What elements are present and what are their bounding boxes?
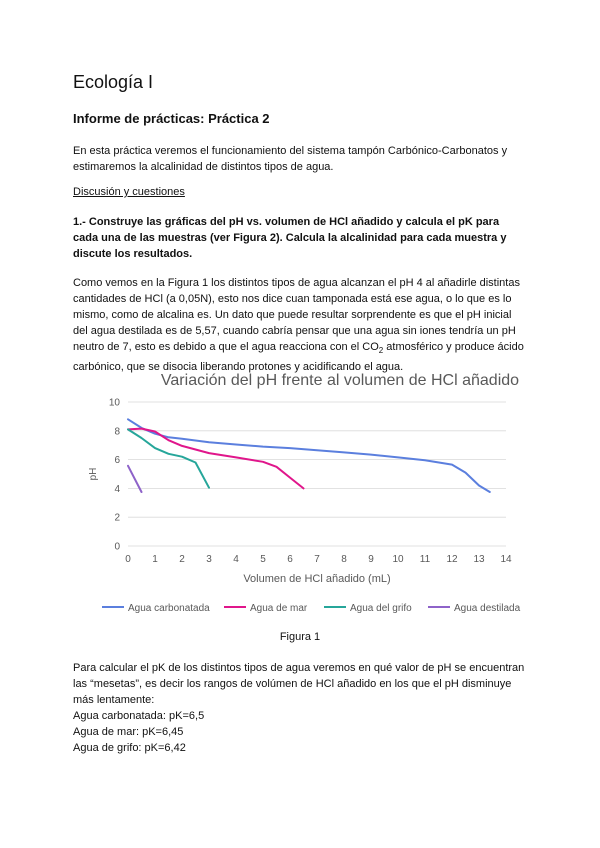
y-tick-label: 0 [114, 541, 120, 553]
intro-line: estimaremos la alcalinidad de distintos tipos de agua. [73, 161, 334, 173]
result-grifo: Agua de grifo: pK=6,42 [73, 742, 186, 754]
discussion-line: cantidades de HCl (a 0,05N), esto nos dice cuan tamponada está ese agua, o lo que es lo [73, 293, 512, 305]
y-tick-label: 4 [114, 483, 120, 495]
document-subtitle: Informe de prácticas: Práctica 2 [73, 111, 270, 126]
pk-paragraph [73, 660, 543, 756]
x-tick-label: 4 [233, 554, 239, 565]
x-tick-label: 13 [473, 554, 485, 565]
y-axis-label: pH [88, 467, 99, 481]
x-axis-label: Volumen de HCl añadido (mL) [243, 573, 391, 585]
x-tick-label: 12 [446, 554, 458, 565]
x-tick-label: 2 [179, 554, 185, 565]
question-line: 1.- Construye las gráficas del pH vs. volumen de HCl añadido y calcula el pK para [73, 216, 500, 228]
series-line [128, 419, 490, 492]
document-title: Ecología I [73, 72, 154, 92]
x-tick-label: 8 [341, 554, 347, 565]
legend-label: Agua del grifo [350, 603, 412, 614]
discussion-line: mismo, como de alcalina es. Un dato que puede resultar sorprendente es que el pH inicial [73, 309, 512, 321]
pk-line: más lentamente: [73, 694, 155, 706]
discussion-line-co2: neutro de 7, esto es debido a que el agua reacciona con el $CO_2$ atmosférico y produce ácido [73, 341, 524, 356]
legend-label: Agua destilada [454, 603, 521, 614]
y-tick-label: 8 [114, 426, 120, 438]
ph-chart [0, 360, 600, 625]
x-tick-label: 9 [368, 554, 374, 565]
pk-line: las “mesetas”, es decir los rangos de volúmen de HCl añadido en los que el pH disminuye [73, 678, 512, 690]
pk-line: Para calcular el pK de los distintos tipos de agua veremos en qué valor de pH se encuentran [73, 662, 525, 674]
discussion-line: carbónico, que se disocia liberando protones y acidificando el agua. [73, 361, 404, 374]
series-line [128, 429, 304, 489]
x-tick-label: 5 [260, 554, 266, 565]
x-tick-label: 3 [206, 554, 212, 565]
result-carbonatada: Agua carbonatada: pK=6,5 [73, 710, 205, 722]
chart-title: Variación del pH frente al volumen de HCl añadido [160, 372, 520, 389]
x-tick-label: 11 [419, 554, 431, 565]
legend-label: Agua de mar [250, 603, 308, 614]
question-line: cada una de las muestras (ver Figura 2). Calcula la alcalinidad para cada muestra y [73, 232, 507, 244]
figure-caption: Figura 1 [279, 631, 321, 643]
discussion-line: Como vemos en la Figura 1 los distintos tipos de agua alcanzan el pH 4 al añadirle distintas [73, 277, 520, 289]
discussion-line: del agua destilada es de 5,57, cuando cabría pensar que una agua sin iones tendría un pH [73, 325, 516, 337]
y-tick-label: 10 [108, 397, 120, 409]
x-tick-label: 14 [500, 554, 512, 565]
question-line: discute los resultados. [73, 248, 193, 260]
x-tick-label: 1 [152, 554, 158, 565]
x-tick-label: 10 [392, 554, 404, 565]
section-heading: Discusión y cuestiones [73, 186, 185, 198]
x-tick-label: 0 [125, 554, 131, 565]
x-tick-label: 7 [314, 554, 320, 565]
y-tick-label: 6 [114, 455, 120, 467]
intro-line: En esta práctica veremos el funcionamiento del sistema tampón Carbónico-Carbonatos y [73, 145, 508, 157]
intro-paragraph [73, 143, 543, 175]
question-paragraph [73, 214, 543, 262]
y-tick-label: 2 [114, 512, 120, 524]
legend-label: Agua carbonatada [128, 603, 210, 614]
x-tick-label: 6 [287, 554, 293, 565]
result-mar: Agua de mar: pK=6,45 [73, 726, 184, 738]
